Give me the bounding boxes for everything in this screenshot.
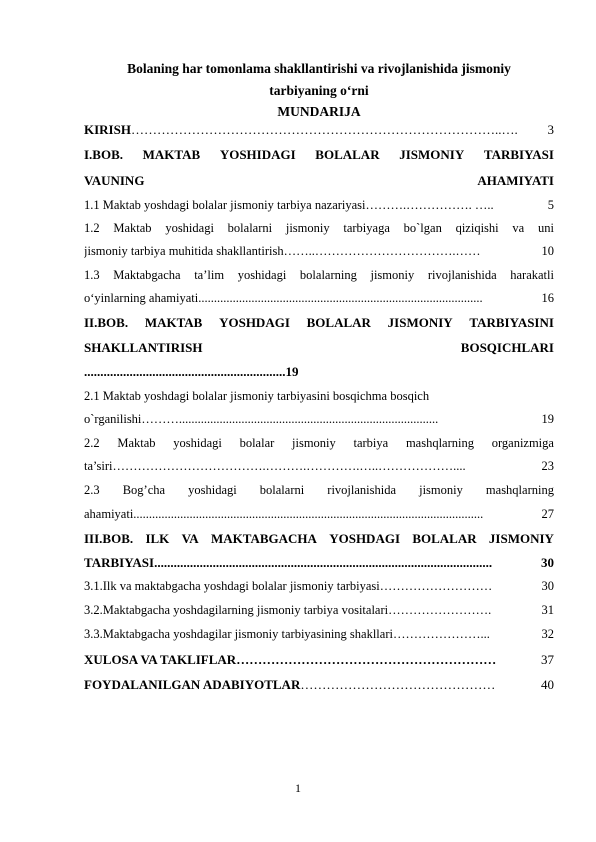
toc-entry-label: FOYDALANILGAN ADABIYOTLAR: [84, 677, 301, 692]
toc-page-number: 31: [541, 603, 554, 617]
toc-leader-dots: ………………………: [379, 579, 493, 593]
toc-word: BOSQICHLARI: [460, 340, 554, 355]
toc-word: mashqlarning: [405, 436, 474, 450]
toc-leader-dots: ……..…………………………….……: [283, 244, 481, 258]
toc-word: I.BOB.: [84, 147, 124, 162]
toc-entry-xulosa[interactable]: [84, 652, 554, 668]
toc-page-number: 16: [541, 291, 554, 305]
toc-entry-label: jismoniy tarbiya muhitida shakllantirish: [84, 244, 284, 258]
toc-section-2-3-line-1[interactable]: [84, 483, 554, 498]
toc-section-1-3-line-1[interactable]: [84, 268, 554, 283]
toc-leader-dots: …………………….: [388, 603, 492, 617]
toc-word: YOSHIDAGI: [219, 147, 296, 162]
toc-word: rivojlanishida: [327, 483, 397, 497]
toc-word: va: [512, 221, 525, 235]
toc-word: TARBIYASINI: [469, 315, 554, 330]
toc-word: TARBIYASI: [483, 147, 554, 162]
toc-entry-label: KIRISH: [84, 122, 131, 137]
toc-entry-label: ahamiyati: [84, 507, 134, 521]
toc-entry-foydalanilgan[interactable]: [84, 677, 554, 693]
toc-word: yoshidagi: [237, 268, 287, 282]
toc-entry-label: 3.1.Ilk va maktabgacha yoshdagi bolalar jismoniy tarbiyasi: [84, 579, 380, 593]
toc-section-2-1-line-1[interactable]: [84, 389, 554, 404]
toc-entry-label: o‘yinlarning ahamiyati: [84, 291, 199, 305]
toc-word: JISMONIY: [387, 315, 453, 330]
toc-word: AHAMIYATI: [477, 173, 554, 188]
toc-word: 1.3: [84, 268, 100, 282]
toc-word: yoshidagi: [188, 483, 237, 497]
toc-word: yoshidagi: [165, 221, 214, 235]
toc-page-number: 3: [547, 122, 554, 137]
toc-entry-label: ta’siri: [84, 459, 113, 473]
toc-chapter-2-line-3[interactable]: [84, 364, 554, 380]
toc-word: JISMONIY: [488, 531, 554, 546]
toc-word: YOSHDAGI: [219, 315, 290, 330]
toc-word: Maktab: [117, 436, 156, 450]
toc-word: bo`lgan: [403, 221, 442, 235]
toc-section-2-1-line-2[interactable]: [84, 412, 554, 427]
document-title-line-2: tarbiyaning o‘rni: [269, 83, 369, 98]
toc-page-number: 23: [541, 459, 554, 473]
toc-page-number: 5: [547, 198, 554, 212]
toc-entry-label: 3.2.Maktabgacha yoshdagilarning jismoniy tarbiya vositalari: [84, 603, 389, 617]
toc-leader-dots: ..............................................................: [84, 364, 286, 379]
toc-chapter-2-line-2[interactable]: [84, 340, 554, 356]
toc-word: ta’lim: [194, 268, 225, 282]
toc-section-2-3-line-2[interactable]: [84, 507, 554, 522]
toc-leader-dots: ………...................................................................................: [141, 412, 439, 426]
toc-word: tarbiya: [353, 436, 389, 450]
toc-section-3-1[interactable]: [84, 579, 554, 594]
toc-word: rivojlanishida: [427, 268, 497, 282]
toc-word: bolalarni: [259, 483, 305, 497]
toc-page-number: 30: [541, 579, 554, 593]
toc-word: harakatli: [510, 268, 554, 282]
toc-leader-dots: ........................................................................................................: [154, 555, 493, 570]
toc-chapter-1-line-2[interactable]: [84, 173, 554, 189]
toc-word: BOLALAR: [412, 531, 477, 546]
toc-entry-label: 3.3.Maktabgacha yoshdagilar jismoniy tarbiyasining shakllari: [84, 627, 393, 641]
toc-word: VAUNING: [84, 173, 145, 188]
toc-entry-label: TARBIYASI: [84, 555, 155, 570]
toc-word: VA: [181, 531, 199, 546]
toc-page-number: 32: [541, 627, 554, 641]
toc-leader-dots: …………………………………………………………………………..….: [130, 122, 518, 137]
toc-page-number: 37: [541, 652, 554, 667]
toc-leader-dots: ……………………………….……….………….…..………………....: [112, 459, 466, 473]
toc-chapter-3-line-2[interactable]: [84, 555, 554, 571]
toc-chapter-3-line-1[interactable]: [84, 531, 554, 547]
toc-word: qiziqishi: [455, 221, 499, 235]
toc-word: mashqlarning: [485, 483, 554, 497]
toc-word: YOSHDAGI: [329, 531, 401, 546]
toc-entry-kirish[interactable]: [84, 122, 554, 138]
toc-leader-dots: …………………...: [392, 627, 490, 641]
toc-word: MAKTABGACHA: [210, 531, 317, 546]
toc-section-3-3[interactable]: [84, 627, 554, 642]
toc-word: jismoniy: [292, 436, 336, 450]
toc-word: Maktab: [113, 221, 152, 235]
toc-word: jismoniy: [370, 268, 415, 282]
page-number: 1: [295, 781, 301, 795]
toc-leader-dots: ...........................................................................................: [198, 291, 483, 305]
toc-page-number: 19: [541, 412, 554, 426]
toc-page-number: 27: [541, 507, 554, 521]
toc-word: JISMONIY: [399, 147, 465, 162]
toc-word: bolalar: [239, 436, 275, 450]
toc-word: 1.2: [84, 221, 100, 235]
toc-page-number: 10: [541, 244, 554, 258]
toc-section-3-2[interactable]: [84, 603, 554, 618]
toc-word: BOLALAR: [315, 147, 380, 162]
toc-section-2-2-line-1[interactable]: [84, 436, 554, 451]
toc-word: bolalarning: [299, 268, 357, 282]
toc-page-number: 19: [285, 364, 299, 379]
toc-section-1-2-line-1[interactable]: [84, 221, 554, 236]
toc-word: uni: [537, 221, 554, 235]
toc-word: II.BOB.: [84, 315, 129, 330]
document-title-line-1: Bolaning har tomonlama shakllantirishi va rivojlanishida jismoniy: [127, 61, 511, 76]
toc-word: SHAKLLANTIRISH: [84, 340, 203, 355]
toc-word: 2.2: [84, 436, 100, 450]
toc-word: organizmiga: [491, 436, 554, 450]
toc-word: MAKTAB: [144, 315, 203, 330]
toc-page-number: 40: [541, 677, 554, 692]
toc-entry-label: o`rganilishi: [84, 412, 142, 426]
toc-word: MAKTAB: [142, 147, 201, 162]
toc-page-number: 30: [541, 555, 554, 570]
toc-leader-dots: ……………………………………………………: [236, 652, 497, 667]
toc-leader-dots: ................................................................................................................: [133, 507, 484, 521]
toc-word: 2.3: [84, 483, 100, 497]
toc-entry-label: 2.1 Maktab yoshdagi bolalar jismoniy tarbiyasini bosqichma bosqich: [84, 389, 430, 403]
toc-word: jismoniy: [285, 221, 330, 235]
toc-word: tarbiyaga: [343, 221, 390, 235]
toc-word: Bog’cha: [122, 483, 166, 497]
toc-section-1-1[interactable]: [84, 198, 554, 213]
toc-word: BOLALAR: [306, 315, 371, 330]
toc-chapter-1-line-1[interactable]: [84, 147, 554, 163]
toc-word: III.BOB.: [84, 531, 134, 546]
toc-word: bolalarni: [227, 221, 273, 235]
toc-word: yoshidagi: [173, 436, 222, 450]
toc-word: Maktabgacha: [113, 268, 181, 282]
toc-leader-dots: ………………………………………: [300, 677, 496, 692]
toc-word: ILK: [145, 531, 170, 546]
toc-entry-label: 1.1 Maktab yoshdagi bolalar jismoniy tarbiya nazariyasi: [84, 198, 366, 212]
toc-chapter-2-line-1[interactable]: [84, 315, 554, 331]
toc-leader-dots: ……….……………. …..: [365, 198, 494, 212]
toc-entry-label: XULOSA VA TAKLIFLAR: [84, 652, 237, 667]
toc-section-1-2-line-2[interactable]: [84, 244, 554, 259]
toc-section-1-3-line-2[interactable]: [84, 291, 554, 306]
toc-word: jismoniy: [419, 483, 463, 497]
toc-section-2-2-line-2[interactable]: [84, 459, 554, 474]
toc-heading: MUNDARIJA: [277, 104, 361, 119]
